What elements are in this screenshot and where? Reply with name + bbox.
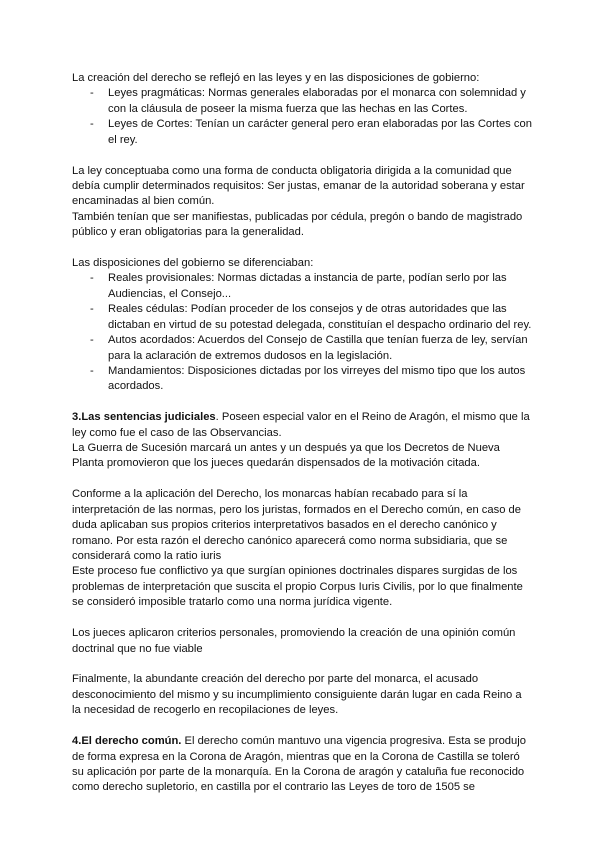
intro-list [72,86,532,148]
section-4-text: El derecho común mantuvo una vigencia progresiva. Esta se produjo de forma expresa en la Corona de Aragón, mientras que en la Corona de Castilla se toleró su aplicación por parte de la monarquía. En la Corona de aragón y cataluña fue reconocido como derecho supletorio, en castilla por el contrario las Leyes de toro de 1505 se [72,735,526,794]
final-paragraph: Finalmente, la abundante creación del derecho por parte del monarca, el acusado desconocimiento del mismo y su incumplimiento consiguiente darán lugar en cada Reino a la necesidad de recogerlo en recopilaciones de leyes. [72,673,522,717]
dash-bullet: - [90,364,94,377]
spacer [72,241,532,257]
section-3-text: . Poseen especial valor en el Reino de Aragón, el mismo que la ley como fue el caso de las Observancias. [72,411,530,439]
list-item-text: Leyes pragmáticas: Normas generales elaboradas por el monarca con solemnidad y con la cláusula de poseer la misma fuerza que las hechas en las Cortes. [108,87,526,115]
list-item-text: Reales provisionales: Normas dictadas a instancia de parte, podían serlo por las Audiencias, el Consejo... [108,272,507,300]
dash-bullet: - [90,334,94,347]
list-item-text: Leyes de Cortes: Tenían un carácter general pero eran elaboradas por las Cortes con el rey. [108,118,532,146]
dash-bullet: - [90,118,94,131]
jueces-paragraph: Los jueces aplicaron criterios personales, promoviendo la creación de una opinión común doctrinal que no fue viable [72,627,516,655]
document-body [72,71,532,796]
dash-bullet: - [90,303,94,316]
disposiciones-intro: Las disposiciones del gobierno se diferenciaban: [72,257,314,270]
section-3-heading: 3.Las sentencias judiciales [72,411,216,424]
list-item [72,333,532,364]
list-item [72,271,532,302]
list-item [72,86,532,117]
spacer [72,719,532,735]
disposiciones-list [72,271,532,394]
dash-bullet: - [90,87,94,100]
section-3-paragraph [72,410,532,441]
spacer [72,395,532,411]
spacer [72,472,532,488]
section-4-heading: 4.El derecho común. [72,735,182,748]
spacer [72,148,532,164]
ley-paragraph: La ley conceptuaba como una forma de conducta obligatoria dirigida a la comunidad que debía cumplir determinados requisitos: Ser justas, emanar de la autoridad soberana y estar encaminadas al bien común. [72,164,525,208]
list-item [72,302,532,333]
intro-paragraph: La creación del derecho se reflejó en las leyes y en las disposiciones de gobierno: [72,72,480,84]
ley-paragraph-2: También tenían que ser manifiestas, publicadas por cédula, pregón o bando de magistrado público y eran obligatorias para la generalidad. [72,210,523,239]
conforme-paragraph-2: Este proceso fue conflictivo ya que surgían opiniones doctrinales dispares surgidas de los problemas de interpretación que suscita el propio Corpus Iuris Civilis, por lo que finalmente se consideró imposible tratarlo como una norma jurídica vigente. [72,565,523,609]
dash-bullet: - [90,272,94,285]
conforme-paragraph: Conforme a la aplicación del Derecho, los monarcas habían recabado para sí la interpretación de las normas, pero los juristas, formados en el Derecho común, en caso de duda aplicaban sus propios criterios interpretativos basados en el derecho canónico y romano. Por esta razón el derecho canónico aparecerá como norma subsidiaria, que se considerará como la ratio iuris [72,488,521,562]
spacer [72,611,532,627]
section-4-paragraph [72,734,532,796]
list-item-text: Autos acordados: Acuerdos del Consejo de Castilla que tenían fuerza de ley, servían para la aclaración de extremos dudosos en la legislación. [108,334,528,362]
list-item [72,364,532,395]
list-item-text: Mandamientos: Disposiciones dictadas por los virreyes del mismo tipo que los autos acordados. [108,364,526,393]
section-3-paragraph-2: La Guerra de Sucesión marcará un antes y un después ya que los Decretos de Nueva Planta promovieron que los jueces quedarán dispensados de la motivación citada. [72,442,500,470]
list-item [72,117,532,148]
list-item-text: Reales cédulas: Podían proceder de los consejos y de otras autoridades que las dictaban en virtud de su potestad delegada, constituían el despacho ordinario del rey. [108,303,532,331]
spacer [72,657,532,673]
